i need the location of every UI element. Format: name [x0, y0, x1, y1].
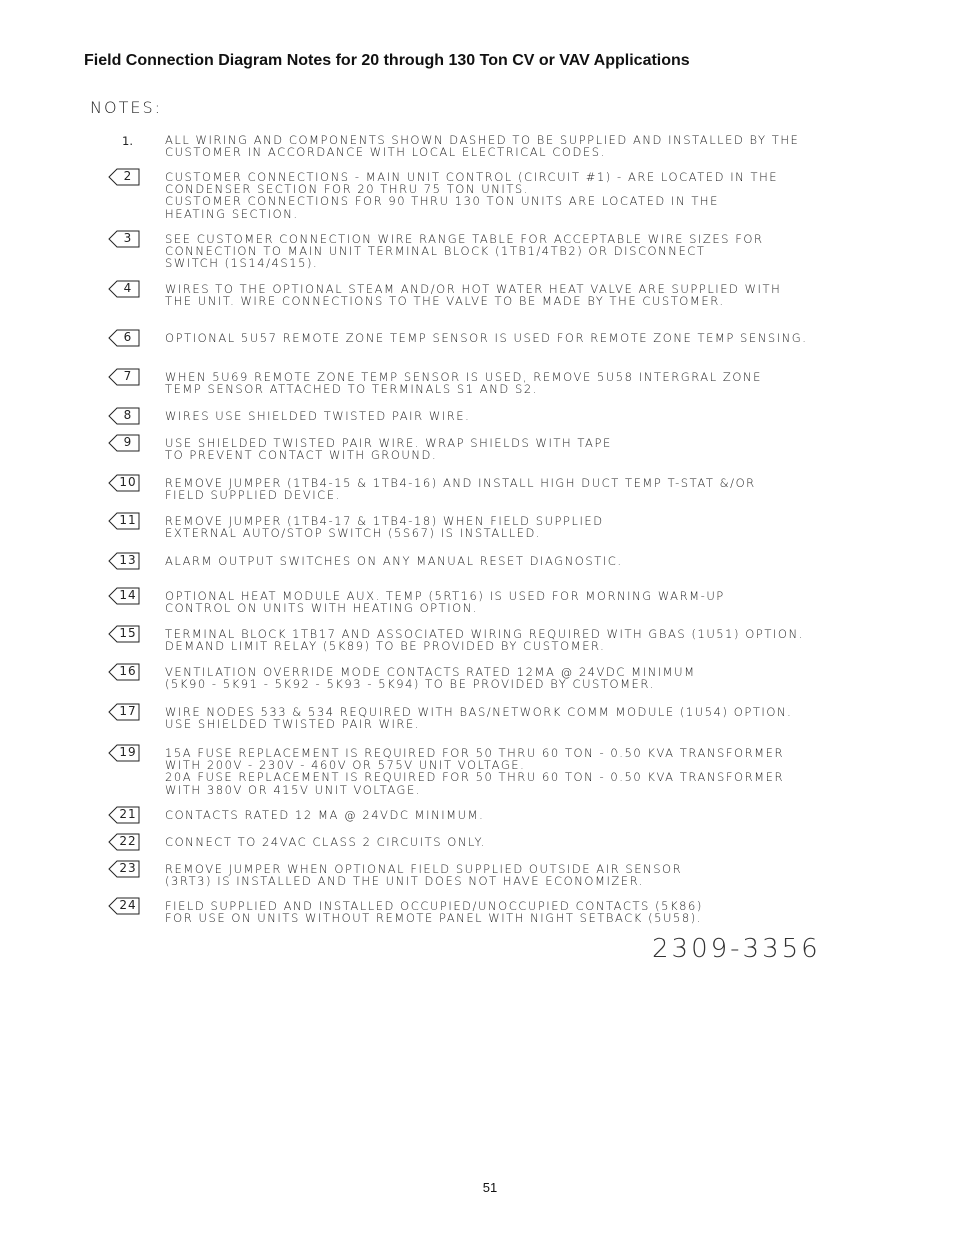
- note-flag-number: 23: [119, 861, 137, 875]
- note-item: [0, 437, 954, 467]
- note-flag-number: 16: [119, 664, 137, 678]
- note-flag-icon: [108, 552, 140, 570]
- note-flag-number: 7: [123, 369, 133, 383]
- note-item: [0, 555, 954, 585]
- note-item: [0, 590, 954, 620]
- note-flag-number: 24: [119, 898, 137, 912]
- note-flag-icon: [108, 663, 140, 681]
- note-flag-icon: [108, 434, 140, 452]
- note-flag-number: 2: [123, 169, 133, 183]
- note-item: [0, 231, 954, 271]
- note-flag-icon: [108, 474, 140, 492]
- note-text: REMOVE JUMPER WHEN OPTIONAL FIELD SUPPLIED OUTSIDE AIR SENSOR (3RT3) IS INSTALLED AND THE UNIT DOES NOT HAVE ECONOMIZER.: [165, 862, 683, 889]
- note-text: OPTIONAL HEAT MODULE AUX. TEMP (5RT16) IS USED FOR MORNING WARM-UP CONTROL ON UNITS WITH HEATING OPTION.: [165, 589, 725, 616]
- note-number: 1.: [122, 134, 133, 148]
- note-flag-icon: [108, 368, 140, 386]
- note-flag-number: 21: [119, 807, 137, 821]
- note-text: CONNECT TO 24VAC CLASS 2 CIRCUITS ONLY.: [165, 835, 486, 849]
- note-text: ALARM OUTPUT SWITCHES ON ANY MANUAL RESET DIAGNOSTIC.: [165, 554, 623, 568]
- note-item: [0, 706, 954, 736]
- note-text: TERMINAL BLOCK 1TB17 AND ASSOCIATED WIRING REQUIRED WITH GBAS (1U51) OPTION. DEMAND LIMIT RELAY (5K89) TO BE PROVIDED BY CUSTOMER.: [165, 627, 804, 654]
- note-text: ALL WIRING AND COMPONENTS SHOWN DASHED TO BE SUPPLIED AND INSTALLED BY THE CUSTOMER IN ACCORDANCE WITH LOCAL ELECTRICAL CODES.: [165, 133, 800, 160]
- note-flag-icon: [108, 329, 140, 347]
- note-flag-icon: [108, 407, 140, 425]
- note-flag-icon: [108, 587, 140, 605]
- note-flag-icon: [108, 833, 140, 851]
- note-item: [0, 863, 954, 893]
- note-flag-icon: [108, 512, 140, 530]
- note-text: WIRES USE SHIELDED TWISTED PAIR WIRE.: [165, 409, 471, 423]
- note-flag-number: 15: [119, 626, 137, 640]
- note-flag-number: 9: [123, 435, 133, 449]
- note-item: [0, 628, 954, 658]
- note-item: [0, 515, 954, 545]
- note-item: [0, 745, 954, 797]
- note-flag-number: 14: [119, 588, 137, 602]
- note-flag-number: 3: [123, 231, 133, 245]
- note-flag-icon: [108, 168, 140, 186]
- note-item: [0, 371, 954, 401]
- note-text: VENTILATION OVERRIDE MODE CONTACTS RATED 12MA @ 24VDC MINIMUM (5K90 - 5K91 - 5K92 - 5K93 - 5K94) TO BE PROVIDED BY CUSTOMER.: [165, 665, 696, 692]
- note-flag-icon: [108, 280, 140, 298]
- note-flag-number: 11: [119, 513, 137, 527]
- note-text: SEE CUSTOMER CONNECTION WIRE RANGE TABLE FOR ACCEPTABLE WIRE SIZES FOR CONNECTION TO MAIN UNIT TERMINAL BLOCK (1TB1/4TB2) OR DISCONNECT SWITCH (1S14/4S15).: [165, 232, 764, 271]
- note-flag-icon: [108, 703, 140, 721]
- note-flag-number: 13: [119, 553, 137, 567]
- note-flag-icon: [108, 230, 140, 248]
- note-text: WIRE NODES 533 & 534 REQUIRED WITH BAS/NETWORK COMM MODULE (1U54) OPTION. USE SHIELDED TWISTED PAIR WIRE.: [165, 705, 793, 732]
- note-flag-number: 22: [119, 834, 137, 848]
- notes-heading: NOTES:: [90, 98, 162, 117]
- note-item: [0, 332, 954, 362]
- page-number: 51: [482, 1180, 498, 1195]
- drawing-number: 2309-3356: [652, 934, 821, 964]
- note-flag-icon: [108, 625, 140, 643]
- note-flag-icon: [108, 744, 140, 762]
- note-flag-number: 8: [123, 408, 133, 422]
- note-item: [0, 666, 954, 696]
- note-item: [0, 134, 954, 164]
- note-text: WIRES TO THE OPTIONAL STEAM AND/OR HOT WATER HEAT VALVE ARE SUPPLIED WITH THE UNIT. WIRE CONNECTIONS TO THE VALVE TO BE MADE BY THE CUSTOMER.: [165, 282, 782, 309]
- note-flag-number: 19: [119, 745, 137, 759]
- note-flag-icon: [108, 806, 140, 824]
- note-item: [0, 169, 954, 221]
- note-flag-number: 6: [123, 330, 133, 344]
- note-item: [0, 900, 954, 930]
- note-text: REMOVE JUMPER (1TB4-15 & 1TB4-16) AND INSTALL HIGH DUCT TEMP T-STAT &/OR FIELD SUPPLIED DEVICE.: [165, 476, 756, 503]
- note-flag-number: 10: [119, 475, 137, 489]
- note-text: OPTIONAL 5U57 REMOTE ZONE TEMP SENSOR IS USED FOR REMOTE ZONE TEMP SENSING.: [165, 331, 808, 345]
- note-flag-icon: [108, 897, 140, 915]
- page-title: Field Connection Diagram Notes for 20 through 130 Ton CV or VAV Applications: [84, 52, 690, 69]
- note-flag-number: 4: [123, 281, 133, 295]
- note-text: 15A FUSE REPLACEMENT IS REQUIRED FOR 50 THRU 60 TON - 0.50 KVA TRANSFORMER WITH 200V - 230V - 460V OR 575V UNIT VOLTAGE. 20A FUSE REPLACEMENT IS REQUIRED FOR 50 THRU 60 TON - 0.50 KVA TRANSFORMER WITH 380V OR 415V UNIT VOLTAGE.: [165, 746, 785, 797]
- note-flag-icon: [108, 860, 140, 878]
- note-text: CUSTOMER CONNECTIONS - MAIN UNIT CONTROL (CIRCUIT #1) - ARE LOCATED IN THE CONDENSER SECTION FOR 20 THRU 75 TON UNITS. CUSTOMER CONNECTIONS FOR 90 THRU 130 TON UNITS ARE LOCATED IN THE HEATING SECTION.: [165, 170, 779, 221]
- note-text: WHEN 5U69 REMOTE ZONE TEMP SENSOR IS USED, REMOVE 5U58 INTERGRAL ZONE TEMP SENSOR ATTACHED TO TERMINALS S1 AND S2.: [165, 370, 762, 397]
- note-text: FIELD SUPPLIED AND INSTALLED OCCUPIED/UNOCCUPIED CONTACTS (5K86) FOR USE ON UNITS WITHOUT REMOTE PANEL WITH NIGHT SETBACK (5U58).: [165, 899, 703, 926]
- note-text: REMOVE JUMPER (1TB4-17 & 1TB4-18) WHEN FIELD SUPPLIED EXTERNAL AUTO/STOP SWITCH (5S67) IS INSTALLED.: [165, 514, 604, 541]
- note-item: [0, 477, 954, 507]
- note-text: USE SHIELDED TWISTED PAIR WIRE. WRAP SHIELDS WITH TAPE TO PREVENT CONTACT WITH GROUND.: [165, 436, 612, 463]
- note-text: CONTACTS RATED 12 MA @ 24VDC MINIMUM.: [165, 808, 485, 822]
- note-flag-number: 17: [119, 704, 137, 718]
- note-item: [0, 283, 954, 313]
